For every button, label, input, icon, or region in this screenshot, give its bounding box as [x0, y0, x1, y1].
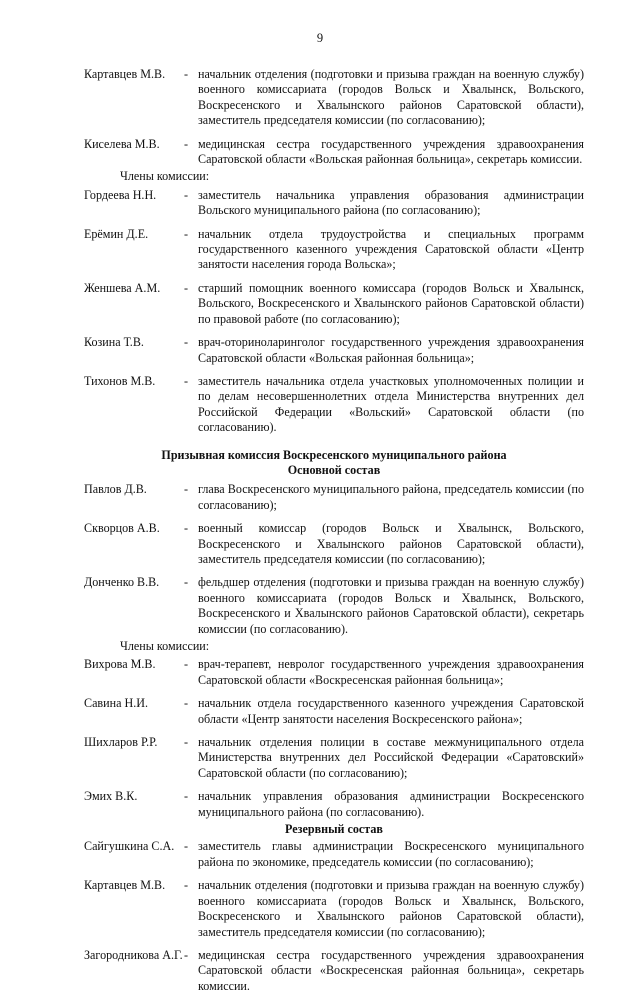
member-role: врач-терапевт, невролог государственного учреждения здравоохранения Саратовской области «Воскресенская районная больница»;: [198, 657, 584, 687]
dash-separator: -: [184, 226, 189, 241]
list-item: [84, 374, 584, 436]
dash-separator: -: [184, 335, 189, 350]
list-item: [84, 482, 584, 513]
member-role: начальник отделения (подготовки и призыва граждан на военную службу) военного комиссариата (городов Вольск и Хвалынск, Вольского, Воскресенского и Хвалынского районов Саратовской области), заместитель председателя комиссии (по согласованию);: [198, 67, 584, 128]
dash-separator: -: [184, 735, 189, 750]
dash-separator: -: [184, 136, 189, 151]
list-item: [84, 281, 584, 327]
list-item: [84, 137, 584, 168]
member-name: Сайгушкина С.А.: [84, 839, 175, 854]
dash-separator: -: [184, 947, 189, 962]
page-number: 9: [316, 31, 324, 45]
commission-voskresensk-section: [84, 448, 584, 995]
member-name: Тихонов М.В.: [84, 373, 156, 388]
dash-separator: -: [184, 657, 189, 672]
member-role: заместитель главы администрации Воскресенского муниципального района по экономике, председатель комиссии (по согласованию);: [198, 839, 584, 869]
list-item: [84, 948, 584, 994]
list-item: [84, 335, 584, 366]
member-role: начальник управления образования администрации Воскресенского муниципального района (по согласованию).: [198, 789, 584, 819]
list-item: [84, 878, 584, 940]
list-item: [84, 657, 584, 688]
member-role: начальник отдела государственного казенного учреждения Саратовской области «Центр занятости населения Воскресенского района»;: [198, 696, 584, 726]
dash-separator: -: [184, 482, 189, 497]
member-role: начальник отделения (подготовки и призыва граждан на военную службу) военного комиссариата (городов Вольск и Хвалынск, Вольского, Воскресенского и Хвалынского районов Саратовской области), заместитель председателя комиссии (по согласованию);: [198, 878, 584, 939]
member-role: старший помощник военного комиссара (городов Вольск и Хвалынск, Вольского, Воскресенского и Хвалынского районов Саратовской области) по правовой работе (по согласованию);: [198, 280, 584, 326]
member-name: Картавцев М.В.: [84, 67, 166, 81]
member-name: Савина Н.И.: [84, 696, 148, 711]
list-item: [84, 575, 584, 637]
member-name: Шихларов Р.Р.: [84, 735, 158, 750]
reserve-composition-subtitle: Резервный состав: [285, 822, 383, 837]
list-item: [84, 839, 584, 870]
dash-separator: -: [184, 373, 189, 388]
member-role: заместитель начальника управления образования администрации Вольского муниципального района (по согласованию);: [198, 187, 584, 218]
list-item: [84, 735, 584, 781]
dash-separator: -: [184, 696, 189, 711]
dash-separator: -: [184, 280, 189, 295]
members-label: Члены комиссии:: [120, 169, 210, 184]
member-role: фельдшер отделения (подготовки и призыва граждан на военную службу) военного комиссариата (городов Вольск и Хвалынск, Вольского, Воскресенского и Хвалынского районов Саратовской области), секретарь комиссии (по согласованию).: [198, 575, 584, 636]
member-role: врач-оториноларинголог государственного учреждения здравоохранения Саратовской области «Вольская районная больница»;: [198, 335, 584, 365]
member-name: Картавцев М.В.: [84, 878, 166, 893]
member-name: Гордеева Н.Н.: [84, 187, 157, 202]
section-title: Призывная комиссия Воскресенского муниципального района: [161, 447, 507, 462]
member-name: Павлов Д.В.: [84, 482, 147, 497]
dash-separator: -: [184, 839, 189, 854]
member-role: начальник отделения полиции в составе межмуниципального отдела Министерства внутренних дел Российской Федерации «Саратовский» Саратовской области (по согласованию);: [198, 735, 584, 780]
member-role: медицинская сестра государственного учреждения здравоохранения Саратовской области «Воскресенская районная больница», секретарь комиссии.: [198, 947, 584, 993]
dash-separator: -: [184, 67, 189, 81]
member-name: Киселева М.В.: [84, 136, 160, 151]
list-item: [84, 67, 584, 129]
main-composition-subtitle: Основной состав: [287, 462, 381, 477]
dash-separator: -: [184, 878, 189, 893]
member-role: медицинская сестра государственного учреждения здравоохранения Саратовской области «Вольская районная больница», секретарь комиссии.: [198, 136, 584, 167]
member-name: Вихрова М.В.: [84, 657, 156, 672]
member-role: заместитель начальника отдела участковых уполномоченных полиции и по делам несовершеннолетних отдела Министерства внутренних дел Российской Федерации «Вольский» Саратовской области (по согласованию).: [198, 373, 584, 435]
dash-separator: -: [184, 521, 189, 536]
commission-volsk-list: [84, 67, 584, 436]
list-item: [84, 521, 584, 567]
member-role: глава Воскресенского муниципального района, председатель комиссии (по согласованию);: [198, 482, 584, 512]
dash-separator: -: [184, 187, 189, 202]
list-item: [84, 227, 584, 273]
member-name: Эмих В.К.: [84, 789, 138, 804]
list-item: [84, 188, 584, 219]
list-item: [84, 696, 584, 727]
dash-separator: -: [184, 789, 189, 804]
member-role: начальник отдела трудоустройства и специальных программ государственного казенного учреждения Саратовской области «Центр занятости населения города Вольска»;: [198, 226, 584, 272]
member-name: Донченко В.В.: [84, 575, 160, 590]
document-body: [84, 67, 584, 1002]
list-item: [84, 789, 584, 820]
dash-separator: -: [184, 575, 189, 590]
member-name: Женшева А.М.: [84, 280, 161, 295]
members-label: Члены комиссии:: [120, 639, 210, 653]
member-name: Загородникова А.Г.: [84, 947, 183, 962]
member-name: Козина Т.В.: [84, 335, 144, 350]
member-name: Скворцов А.В.: [84, 521, 160, 536]
member-name: Ерёмин Д.Е.: [84, 226, 149, 241]
member-role: военный комиссар (городов Вольск и Хвалынск, Вольского, Воскресенского и Хвалынского районов Саратовской области), заместитель председателя комиссии (по согласованию);: [198, 521, 584, 566]
